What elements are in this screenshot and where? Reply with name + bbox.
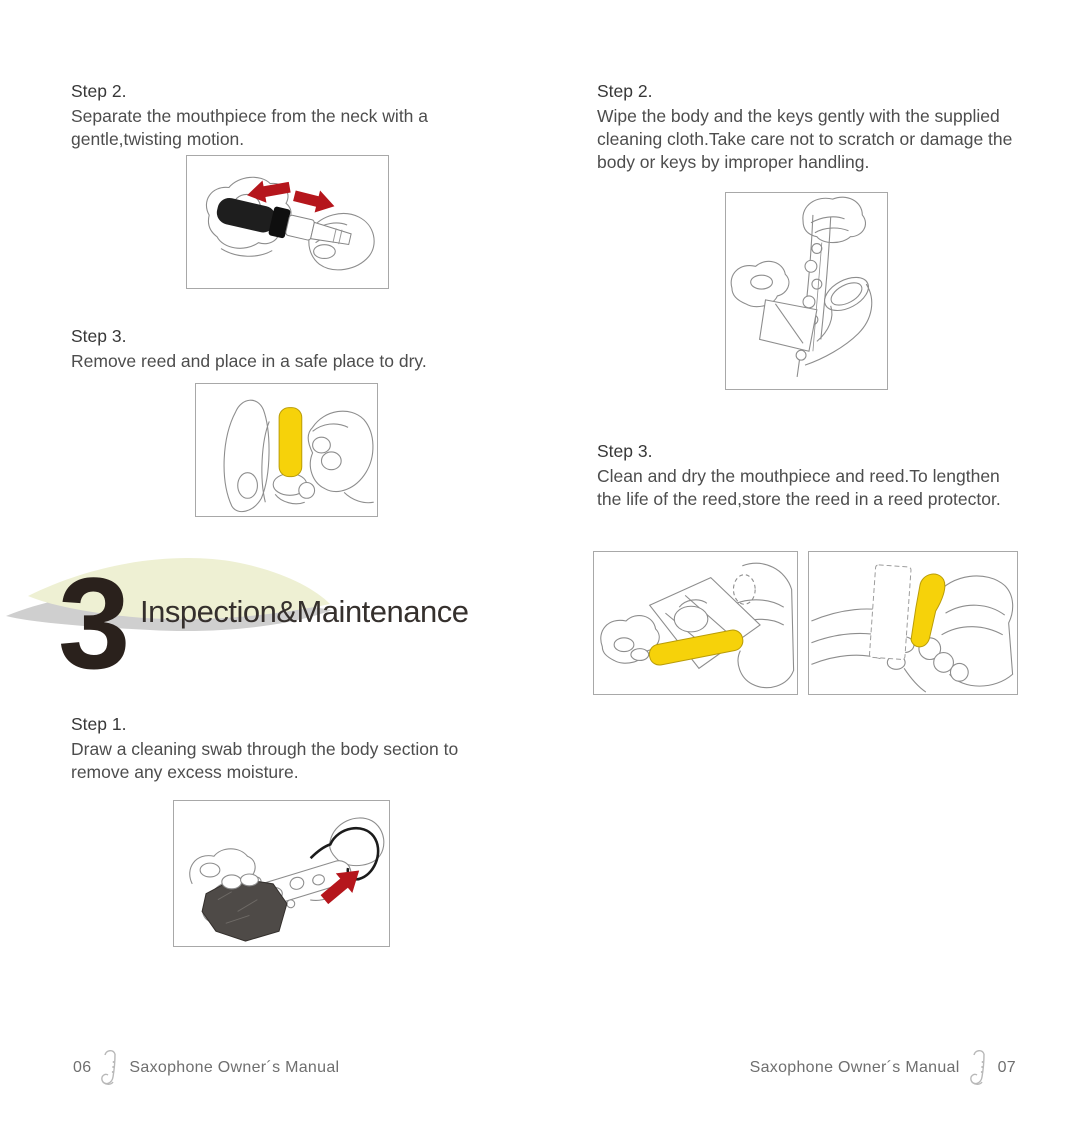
- saxophone-icon: [968, 1048, 990, 1088]
- figure-wipe-body: [725, 192, 888, 390]
- figure-clean-reed: [593, 551, 798, 695]
- reed-protector-illustration: [809, 552, 1017, 694]
- right-footer: [750, 1048, 1016, 1088]
- page-number: 07: [997, 1059, 1016, 1076]
- step-body: Separate the mouthpiece from the neck with a gentle,twisting motion.: [71, 106, 429, 149]
- step-body: Wipe the body and the keys gently with the supplied cleaning cloth.Take care not to scratch or damage the body or keys by improper handling.: [597, 106, 1013, 172]
- page-number: 06: [73, 1059, 92, 1076]
- right-step2-block: [597, 80, 1021, 174]
- clean-reed-illustration: [594, 552, 797, 694]
- figure-reed-protector: [808, 551, 1018, 695]
- left-step2-block: [71, 80, 491, 151]
- thumb-outline: [674, 606, 708, 632]
- figure-remove-reed: [195, 383, 378, 517]
- left-step1-block: [71, 713, 491, 784]
- section-title: Inspection&Maintenance: [140, 594, 469, 629]
- step-title: Step 2.: [71, 81, 127, 101]
- section-number: 3: [58, 550, 128, 696]
- mouthpiece-separation-illustration: [187, 156, 388, 288]
- step-title: Step 3.: [71, 326, 127, 346]
- figure-mouthpiece-separation: [186, 155, 389, 289]
- step-body: Remove reed and place in a safe place to dry.: [71, 351, 427, 371]
- wipe-body-illustration: [726, 193, 887, 389]
- saxophone-and-hands-outline: [731, 197, 874, 377]
- step-body: Clean and dry the mouthpiece and reed.To lengthen the life of the reed,store the reed in a reed protector.: [597, 466, 1001, 509]
- yellow-reed: [911, 574, 945, 647]
- saxophone-icon: [99, 1048, 121, 1088]
- step-title: Step 3.: [597, 441, 653, 461]
- left-footer: [73, 1048, 339, 1088]
- left-step3-block: [71, 325, 491, 373]
- manual-title: Saxophone Owner´s Manual: [749, 1059, 960, 1076]
- step-title: Step 1.: [71, 714, 127, 734]
- cleaning-cloth: [760, 300, 817, 351]
- figure-cleaning-swab: [173, 800, 390, 947]
- cleaning-swab-illustration: [174, 801, 389, 946]
- step-body: Draw a cleaning swab through the body section to remove any excess moisture.: [71, 739, 459, 782]
- manual-title: Saxophone Owner´s Manual: [129, 1059, 340, 1076]
- right-step3-block: [597, 440, 1021, 511]
- yellow-reed: [279, 408, 302, 477]
- remove-reed-illustration: [196, 384, 377, 516]
- step-title: Step 2.: [597, 81, 653, 101]
- reed-protector-outline: [869, 565, 911, 660]
